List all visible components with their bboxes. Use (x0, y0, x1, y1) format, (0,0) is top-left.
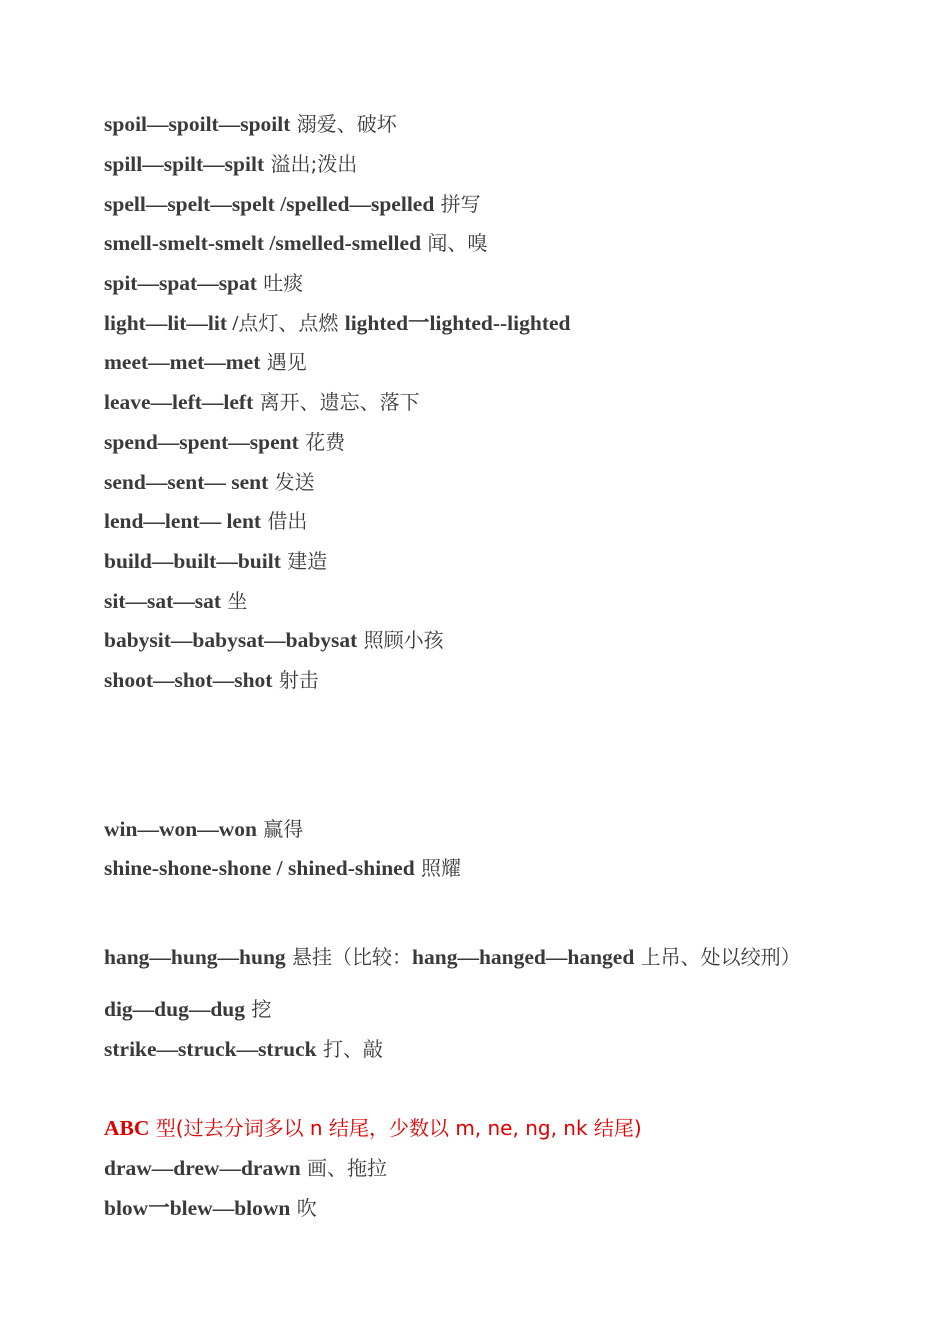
verb-line (104, 626, 444, 654)
verb-meaning-alt: 上吊、处以绞刑） (634, 945, 801, 969)
verb-line (104, 309, 571, 337)
verb-meaning: 吐痰 (256, 271, 304, 295)
verb-forms: spill—spilt—spilt (104, 152, 265, 176)
verb-meaning: 打、敲 (316, 1037, 383, 1061)
verb-forms: build—built—built (104, 549, 281, 573)
section-heading-en: ABC (104, 1116, 150, 1140)
verb-line (104, 1154, 387, 1182)
verb-line (104, 815, 303, 843)
verb-meaning: 照耀 (414, 856, 462, 880)
verb-meaning: 拼写 (434, 192, 481, 216)
verb-meaning: 离开、遗忘、落下 (253, 390, 420, 414)
verb-meaning: 发送 (268, 470, 315, 494)
verb-forms: hang—hung—hung (104, 945, 286, 969)
verb-meaning: 闻、嗅 (421, 231, 488, 255)
verb-line (104, 587, 247, 615)
section-heading-zh: 型(过去分词多以 n 结尾，少数以 m, ne, ng, nk 结尾) (149, 1116, 642, 1140)
verb-forms: light—lit—lit / (104, 311, 239, 335)
verb-forms: win—won—won (104, 817, 257, 841)
verb-line (104, 110, 397, 138)
verb-meaning: 画、拖拉 (300, 1156, 388, 1180)
verb-forms: meet—met—met (104, 350, 261, 374)
verb-forms-alt: hang—hanged—hanged (412, 945, 635, 969)
verb-forms: spoil—spoilt—spoilt (104, 112, 291, 136)
verb-line (104, 995, 271, 1023)
verb-meaning: 吹 (290, 1196, 317, 1220)
verb-forms: draw—drew—drawn (104, 1156, 301, 1180)
verb-forms: spell—spelt—spelt /spelled—spelled (104, 192, 435, 216)
verb-line (104, 666, 319, 694)
verb-meaning: 溢出;泼出 (264, 152, 358, 176)
verb-meaning: 射击 (272, 668, 319, 692)
verb-forms: babysit—babysat—babysat (104, 628, 358, 652)
verb-forms: shoot—shot—shot (104, 668, 273, 692)
verb-forms: spit—spat—spat (104, 271, 257, 295)
verb-forms: send—sent— sent (104, 470, 269, 494)
verb-forms: smell-smelt-smelt /smelled-smelled (104, 231, 422, 255)
verb-forms: dig—dug—dug (104, 997, 246, 1021)
verb-forms: lend—lent— lent (104, 509, 262, 533)
verb-forms: leave—left—left (104, 390, 254, 414)
verb-meaning: 借出 (261, 509, 308, 533)
verb-meaning: 赢得 (256, 817, 304, 841)
verb-forms: shine-shone-shone / shined-shined (104, 856, 415, 880)
verb-line (104, 468, 315, 496)
verb-line (104, 507, 307, 535)
verb-meaning: 点灯、点燃 (238, 311, 345, 335)
verb-forms: strike—struck—struck (104, 1037, 317, 1061)
verb-line (104, 547, 327, 575)
verb-line (104, 1035, 383, 1063)
verb-meaning: 建造 (280, 549, 328, 573)
verb-line (104, 1194, 317, 1222)
verb-meaning: 照顾小孩 (357, 628, 444, 652)
verb-line (104, 428, 345, 456)
verb-line (104, 269, 303, 297)
verb-meaning: 遇见 (260, 350, 307, 374)
verb-line (104, 943, 801, 971)
verb-meaning: 溺爱、破坏 (290, 112, 397, 136)
verb-forms: sit—sat—sat (104, 589, 222, 613)
verb-line (104, 388, 420, 416)
verb-forms: blow一blew—blown (104, 1196, 291, 1220)
verb-line (104, 190, 481, 218)
verb-line (104, 348, 307, 376)
verb-meaning: 坐 (221, 589, 248, 613)
verb-meaning: 挖 (245, 997, 272, 1021)
verb-line (104, 229, 487, 257)
verb-forms: spend—spent—spent (104, 430, 299, 454)
verb-meaning: 花费 (298, 430, 346, 454)
verb-forms-alt: lighted一lighted--lighted (344, 311, 571, 335)
verb-line (104, 150, 357, 178)
verb-meaning: 悬挂（比较： (285, 945, 413, 969)
section-heading (104, 1114, 642, 1142)
verb-line (104, 854, 461, 882)
